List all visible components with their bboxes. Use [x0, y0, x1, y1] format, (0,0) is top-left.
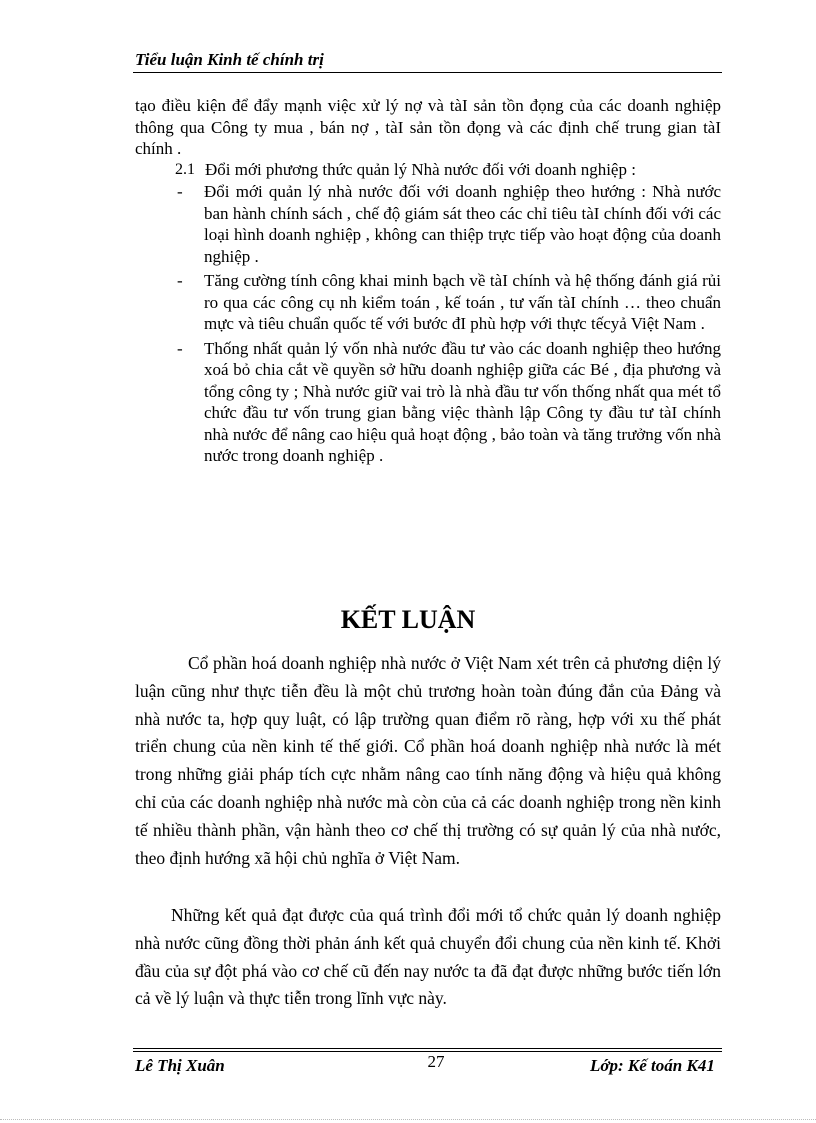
bullet-item [175, 181, 721, 267]
bullet-item [175, 338, 721, 467]
header-rule [133, 72, 722, 73]
footer-class: Lớp: Kế toán K41 [590, 1056, 715, 1075]
bullet-dash: - [177, 271, 183, 290]
section-title: Đổi mới phương thức quản lý Nhà nước đối với doanh nghiệp : [205, 160, 636, 179]
bullet-text: Thống nhất quản lý vốn nhà nước đầu tư vào các doanh nghiệp theo hướng xoá bỏ chia cắt về quyền sở hữu doanh nghiệp giữa các Bé , địa phương và tổng công ty ; Nhà nước giữ vai trò là nhà đầu tư vốn thống nhất qua mét tổ chức đầu tư vốn trung gian bằng việc thành lập Công ty đầu tư tàI chính nhà nước để nâng cao hiệu quả hoạt động , bảo toàn và tăng trưởng vốn nhà nước trong doanh nghiệp . [204, 338, 721, 465]
bullet-list [175, 181, 721, 470]
intro-paragraph: tạo điều kiện để đẩy mạnh việc xử lý nợ và tàI sản tồn đọng của các doanh nghiệp thông qua Công ty mua , bán nợ , tàI sản tồn đọng và các định chế trung gian tàI chính . [135, 96, 721, 158]
bullet-text: Đổi mới quản lý nhà nước đối với doanh nghiệp theo hướng : Nhà nước ban hành chính sách , chế độ giám sát theo các chỉ tiêu tàI chính đối với các loại hình doanh nghiệp , không can thiệp trực tiếp vào hoạt động của doanh nghiệp . [204, 182, 721, 266]
bullet-dash: - [177, 182, 183, 201]
bullet-dash: - [177, 338, 183, 358]
section-number: 2.1 [175, 161, 195, 178]
footer-rule [133, 1048, 722, 1049]
bullet-item [175, 270, 721, 335]
page-edge [0, 1119, 816, 1120]
conclusion-paragraph-1: Cổ phần hoá doanh nghiệp nhà nước ở Việt Nam xét trên cả phương diện lý luận cũng như thực tiễn đều là một chủ trương hoàn toàn đúng đắn của Đảng và nhà nước ta, hợp quy luật, có lập trường quan điểm rõ ràng, hợp với xu thế phát triển chung của nền kinh tế thế giới. Cổ phần hoá doanh nghiệp nhà nước là mét trong những giải pháp tích cực nhằm nâng cao tính năng động và hiệu quả không chỉ của các doanh nghiệp nhà nước mà còn của cả các doanh nghiệp trong nền kinh tế nhiều thành phần, vận hành theo cơ chế thị trường có sự quản lý của nhà nước, theo định hướng xã hội chủ nghĩa ở Việt Nam. [135, 653, 721, 868]
conclusion-heading: KẾT LUẬN [340, 605, 476, 634]
footer-author: Lê Thị Xuân [135, 1056, 225, 1075]
page-number: 27 [427, 1052, 445, 1071]
header-title: Tiểu luận Kinh tế chính trị [135, 50, 324, 69]
bullet-text: Tăng cường tính công khai minh bạch về tàI chính và hệ thống đánh giá rủi ro qua các công cụ nh kiểm toán , kế toán , tư vấn tàI chính … theo chuẩn mực và tiêu chuẩn quốc tế với bước đI phù hợp với thực tếcyả Việt Nam . [204, 271, 721, 333]
conclusion-paragraph-2: Những kết quả đạt được của quá trình đổi mới tổ chức quản lý doanh nghiệp nhà nước cũng đồng thời phản ánh kết quả chuyển đổi chung của nền kinh tế. Khởi đầu của sự đột phá vào cơ chế cũ đến nay nước ta đã đạt được những bước tiến lớn cả về lý luận và thực tiễn trong lĩnh vực này. [135, 905, 721, 1009]
